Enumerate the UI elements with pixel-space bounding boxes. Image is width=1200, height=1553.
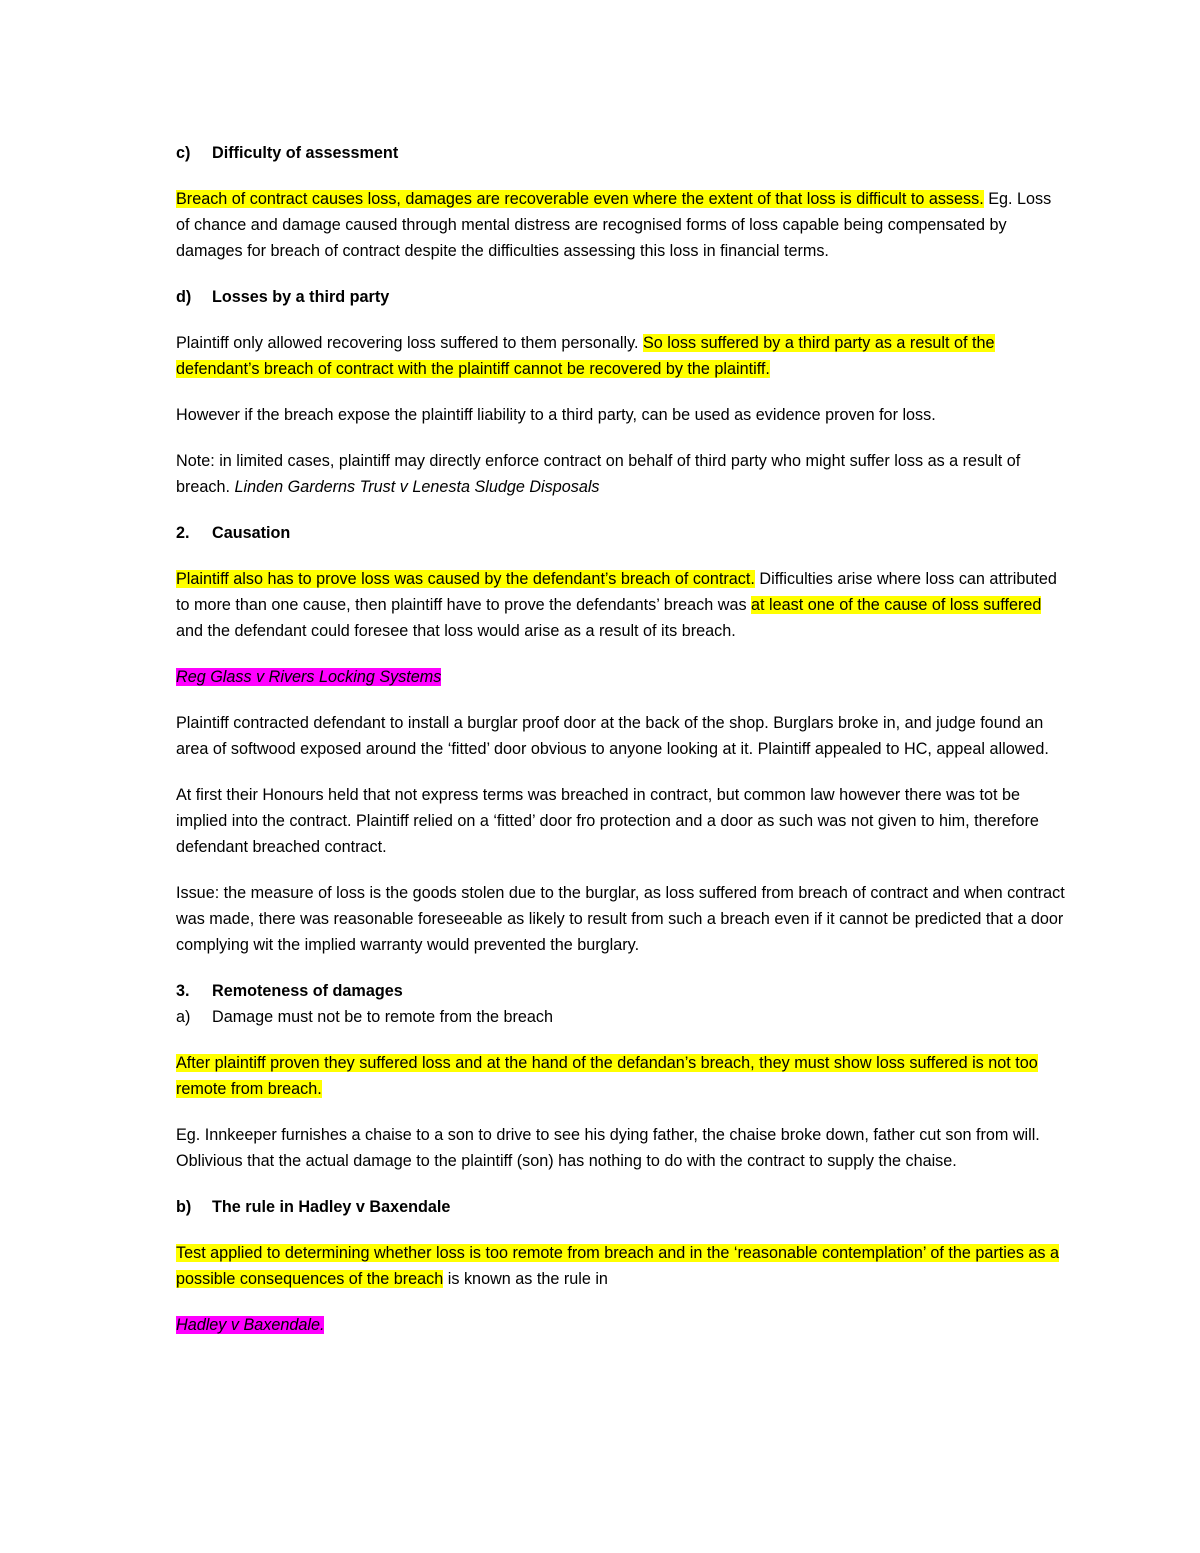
heading-number: 2.: [176, 524, 190, 542]
heading-title: Difficulty of assessment: [212, 144, 399, 162]
heading-title: Causation: [212, 524, 291, 542]
body-text: and the defendant could foresee that loss would arise as a result of its breach.: [176, 622, 736, 640]
case-title: Reg Glass v Rivers Locking Systems: [176, 668, 442, 686]
heading-causation: [176, 520, 1066, 546]
heading-hadley-rule: [176, 1194, 1066, 1220]
heading-losses-third-party: [176, 284, 1066, 310]
case-title: Hadley v Baxendale.: [176, 1316, 325, 1334]
highlighted-text: After plaintiff proven they suffered loss and at the hand of the defandan’s breach, they must show loss suffered is not too remote from breach.: [176, 1054, 1038, 1098]
paragraph-third-party-note: [176, 448, 1066, 500]
paragraph-third-party-1: [176, 330, 1066, 382]
heading-number: d): [176, 288, 192, 306]
heading-title: Losses by a third party: [212, 288, 390, 306]
document-page: [176, 140, 1066, 1358]
paragraph-remoteness: [176, 1050, 1066, 1102]
paragraph-third-party-2: However if the breach expose the plaintiff liability to a third party, can be used as evidence proven for loss.: [176, 406, 936, 424]
body-text: Difficulties arise where loss can attributed to more than one cause, then plaintiff have to prove the defendants’ breach was: [176, 570, 1057, 614]
highlighted-text: at least one of the cause of loss suffered: [751, 596, 1042, 614]
case-citation: Linden Garderns Trust v Lenesta Sludge Disposals: [234, 478, 600, 496]
highlighted-text: Test applied to determining whether loss is too remote from breach and in the ‘reasonable contemplation’ of the parties as a possible consequences of the breach: [176, 1244, 1060, 1288]
heading-title: The rule in Hadley v Baxendale: [212, 1198, 451, 1216]
heading-title: Remoteness of damages: [212, 982, 403, 1000]
subheading-remote-from-breach: [176, 1004, 1066, 1030]
paragraph-reg-glass-facts: Plaintiff contracted defendant to install a burglar proof door at the back of the shop. Burglars broke in, and judge found an area of softwood exposed around the ‘fitted’ door obvious to anyone looking at it. Plaintiff appealed to HC, appeal allowed.: [176, 714, 1049, 758]
paragraph-reg-glass-issue: Issue: the measure of loss is the goods stolen due to the burglar, as loss suffered from breach of contract and when contract was made, there was reasonable foreseeable as likely to result from such a breach even if it cannot be predicted that a door complying wit the implied warranty would prevented the burglary.: [176, 884, 1065, 954]
body-text: is known as the rule in: [443, 1270, 608, 1288]
heading-number: b): [176, 1198, 192, 1216]
paragraph-hadley-test: [176, 1240, 1066, 1292]
paragraph-causation: [176, 566, 1066, 644]
paragraph-difficulty: [176, 186, 1066, 264]
body-text: Note: in limited cases, plaintiff may directly enforce contract on behalf of third party who might suffer loss as a result of breach.: [176, 452, 1021, 496]
highlighted-text: So loss suffered by a third party as a result of the defendant’s breach of contract with the plaintiff cannot be recovered by the plaintiff.: [176, 334, 995, 378]
heading-remoteness: [176, 978, 1066, 1004]
subheading-text: Damage must not be to remote from the breach: [212, 1008, 554, 1026]
heading-number: 3.: [176, 982, 190, 1000]
case-heading-hadley: [176, 1312, 1066, 1338]
paragraph-reg-glass-holding: At first their Honours held that not express terms was breached in contract, but common law however there was tot be implied into the contract. Plaintiff relied on a ‘fitted’ door fro protection and a door as such was not given to him, therefore defendant breached contract.: [176, 786, 1039, 856]
highlighted-text: Plaintiff also has to prove loss was caused by the defendant’s breach of contract.: [176, 570, 755, 588]
subheading-number: a): [176, 1008, 191, 1026]
heading-number: c): [176, 144, 191, 162]
paragraph-innkeeper-example: Eg. Innkeeper furnishes a chaise to a son to drive to see his dying father, the chaise broke down, father cut son from will. Oblivious that the actual damage to the plaintiff (son) has nothing to do with the contract to supply the chaise.: [176, 1126, 1040, 1170]
case-heading-reg-glass: [176, 664, 1066, 690]
heading-difficulty-of-assessment: [176, 140, 1066, 166]
highlighted-text: Breach of contract causes loss, damages are recoverable even where the extent of that loss is difficult to assess.: [176, 190, 984, 208]
body-text: Plaintiff only allowed recovering loss suffered to them personally.: [176, 334, 643, 352]
body-text: Eg. Loss of chance and damage caused through mental distress are recognised forms of loss capable being compensated by damages for breach of contract despite the difficulties assessing this loss in financial terms.: [176, 190, 1052, 260]
